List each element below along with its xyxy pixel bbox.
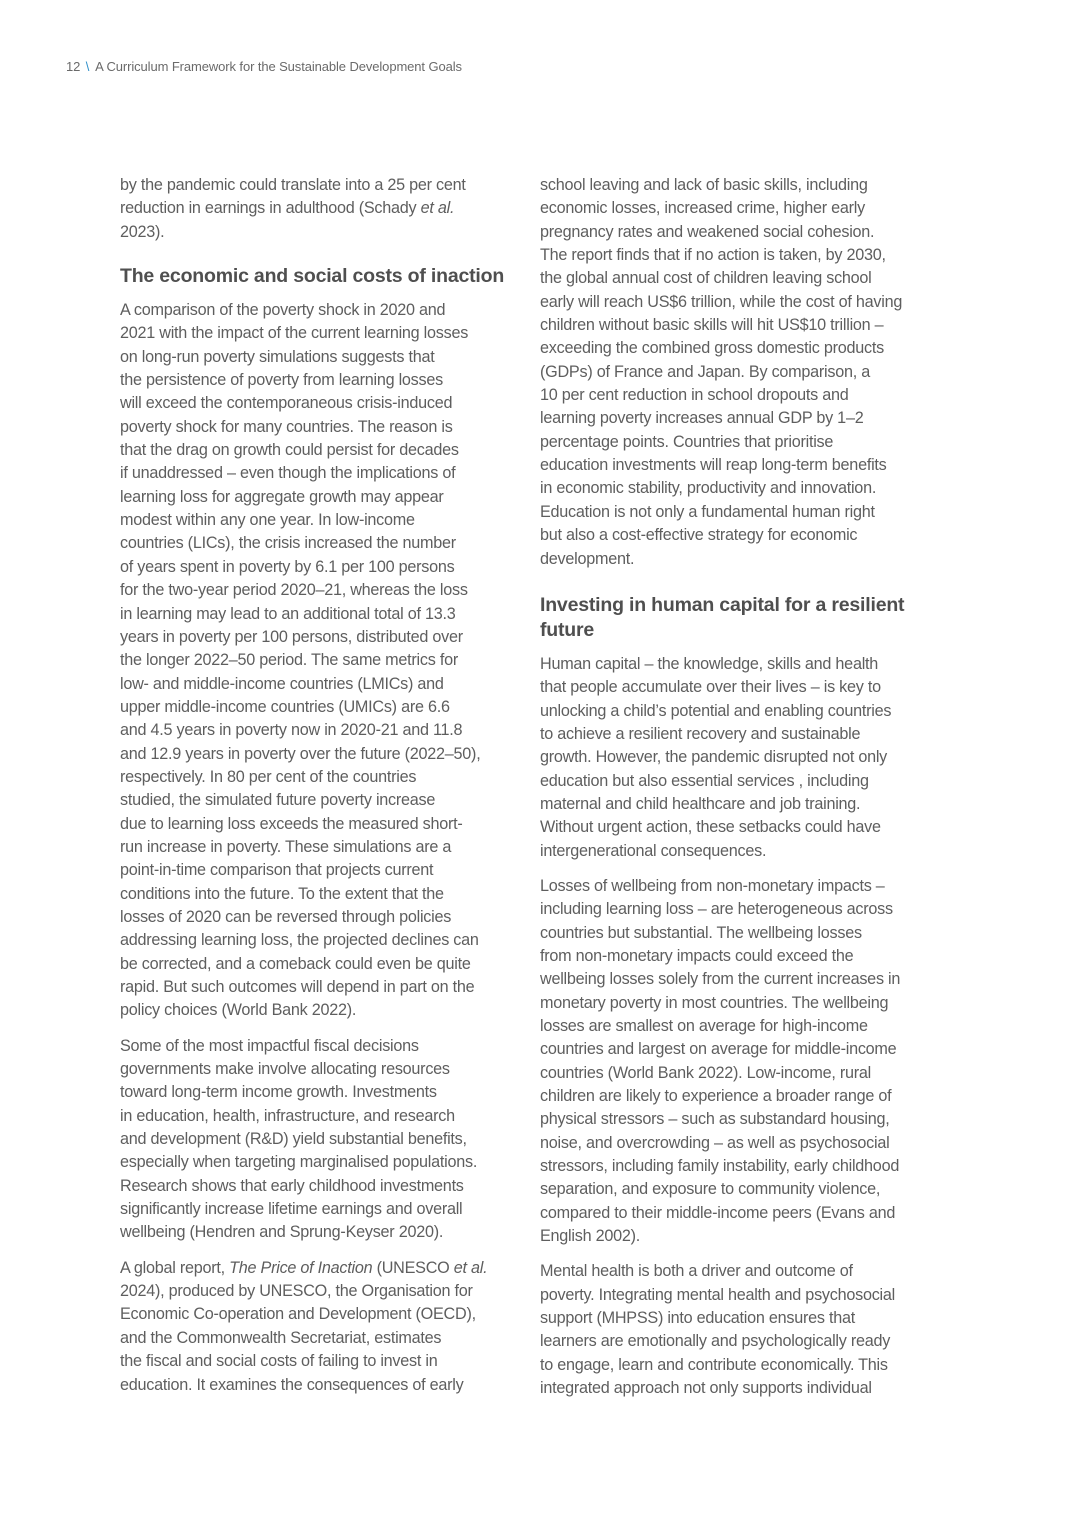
text-line: exceeding the combined gross domestic products — [540, 339, 884, 358]
text-line: children are likely to experience a broader range of — [540, 1087, 892, 1106]
text-line: in economic stability, productivity and innovation. — [540, 479, 877, 498]
text-line: addressing learning loss, the projected declines can — [120, 931, 479, 950]
paragraph-global-report — [120, 1257, 520, 1397]
text-line: to achieve a resilient recovery and sustainable — [540, 724, 861, 743]
text-line: studied, the simulated future poverty increase — [120, 791, 436, 810]
text-line: growth. However, the pandemic disrupted not only — [540, 748, 888, 767]
heading-line: future — [540, 618, 595, 641]
text-line: low- and middle-income countries (LMICs) and — [120, 674, 444, 693]
text-line: Mental health is both a driver and outcome of — [540, 1262, 853, 1281]
text-line: unlocking a child’s potential and enabling countries — [540, 701, 892, 720]
header-separator: \ — [85, 59, 90, 74]
text-line: countries (LICs), the crisis increased the number — [120, 534, 456, 553]
text-line: upper middle-income countries (UMICs) are 6.6 — [120, 697, 450, 716]
text-line: integrated approach not only supports individual — [540, 1379, 872, 1398]
text-line: for the two-year period 2020–21, whereas the loss — [120, 581, 468, 600]
text-line: learners are emotionally and psychologically ready — [540, 1332, 891, 1351]
text-line: monetary poverty in most countries. The wellbeing — [540, 993, 889, 1012]
text-line: including learning loss – are heterogeneous across — [540, 900, 893, 919]
text-line: toward long-term income growth. Investments — [120, 1083, 437, 1102]
text-line: but also a cost-effective strategy for economic — [540, 526, 858, 545]
text-line: conditions into the future. To the extent that the — [120, 884, 444, 903]
text-line: compared to their middle-income peers (Evans and — [540, 1203, 896, 1222]
text-line: education investments will reap long-term benefits — [540, 456, 887, 475]
section-heading-costs-of-inaction: The economic and social costs of inaction — [120, 265, 505, 288]
text-line: losses are smallest on average for high-income — [540, 1017, 868, 1035]
text-line: Economic Co-operation and Development (OECD), — [120, 1305, 476, 1324]
text-line: in learning may lead to an additional total of 13.3 — [120, 604, 456, 623]
left-column — [120, 174, 520, 1409]
paragraph-wellbeing-losses — [540, 875, 940, 1249]
text-line: early will reach US$6 trillion, while the cost of having — [540, 292, 903, 311]
text-line: run increase in poverty. These simulations are a — [120, 837, 452, 856]
text-line: by the pandemic could translate into a 25 per cent — [120, 176, 466, 194]
text-line: the global annual cost of children leaving school — [540, 269, 872, 288]
text-line: Without urgent action, these setbacks could have — [540, 818, 881, 837]
report-title: The Price of Inaction — [229, 1258, 373, 1277]
text-line: policy choices (World Bank 2022). — [120, 1001, 357, 1020]
text-line: and development (R&D) yield substantial benefits, — [120, 1130, 467, 1149]
text-line: due to learning loss exceeds the measured short- — [120, 814, 463, 833]
text-line: countries (World Bank 2022). Low-income, rural — [540, 1063, 871, 1082]
text-line: support (MHPSS) into education ensures that — [540, 1309, 855, 1328]
text-line: physical stressors – such as substandard housing, — [540, 1110, 890, 1129]
section-heading-human-capital — [540, 593, 940, 643]
text-line: stressors, including family instability, early childhood — [540, 1157, 900, 1176]
text-line: countries but substantial. The wellbeing losses — [540, 923, 862, 942]
page-number: 12 — [66, 59, 81, 74]
text-line: education but also essential services , including — [540, 771, 869, 790]
text-line: respectively. In 80 per cent of the countries — [120, 767, 417, 786]
text-line: significantly increase lifetime earnings and overall — [120, 1200, 463, 1219]
text-line: separation, and exposure to community violence, — [540, 1180, 881, 1199]
text-line: (GDPs) of France and Japan. By comparison, a — [540, 362, 870, 381]
text-line: English 2002). — [540, 1227, 640, 1246]
text-line: intergenerational consequences. — [540, 841, 767, 860]
text-line: economic losses, increased crime, higher early — [540, 199, 865, 218]
text-line: Human capital – the knowledge, skills and health — [540, 654, 879, 673]
text-line: years in poverty per 100 persons, distributed over — [120, 627, 463, 646]
text-line: Losses of wellbeing from non-monetary impacts – — [540, 876, 885, 895]
text-line: on long-run poverty simulations suggests that — [120, 347, 435, 366]
text-line: maternal and child healthcare and job training. — [540, 794, 861, 813]
text-line: Research shows that early childhood investments — [120, 1176, 464, 1195]
text-segment: reduction in earnings in adulthood (Schady — [120, 199, 421, 218]
text-line: learning poverty increases annual GDP by 1–2 — [540, 409, 864, 428]
text-line: 2023). — [120, 222, 165, 241]
text-line: modest within any one year. In low-income — [120, 511, 415, 530]
italic-citation: et al. — [420, 199, 455, 218]
text-line: and the Commonwealth Secretariat, estimates — [120, 1328, 442, 1347]
text-line: 2021 with the impact of the current learning losses — [120, 324, 469, 343]
text-line: of years spent in poverty by 6.1 per 100 persons — [120, 557, 455, 576]
text-line: percentage points. Countries that prioritise — [540, 432, 834, 451]
text-line: children without basic skills will hit US$10 trillion – — [540, 316, 884, 335]
text-line: noise, and overcrowding – as well as psychosocial — [540, 1133, 890, 1152]
text-line: 10 per cent reduction in school dropouts and — [540, 386, 849, 405]
text-line: Some of the most impactful fiscal decisions — [120, 1036, 419, 1055]
text-segment: (UNESCO — [372, 1258, 454, 1277]
text-line: the fiscal and social costs of failing to invest in — [120, 1352, 438, 1371]
heading-line: Investing in human capital for a resilient — [540, 593, 905, 616]
text-line — [120, 197, 520, 220]
text-line: The report finds that if no action is taken, by 2030, — [540, 246, 886, 265]
text-line: countries and largest on average for middle-income — [540, 1040, 897, 1059]
text-line: the longer 2022–50 period. The same metrics for — [120, 651, 458, 670]
text-line: pregnancy rates and weakened social cohesion. — [540, 222, 875, 241]
text-line: if unaddressed – even though the implications of — [120, 464, 456, 483]
italic-citation: et al. — [453, 1258, 488, 1277]
text-line: in education, health, infrastructure, and research — [120, 1106, 455, 1125]
paragraph-continuation — [120, 174, 520, 244]
text-line: learning loss for aggregate growth may appear — [120, 487, 444, 506]
text-line: 2024), produced by UNESCO, the Organisation for — [120, 1282, 473, 1301]
text-line: wellbeing (Hendren and Sprung-Keyser 2020). — [120, 1223, 444, 1242]
document-title: A Curriculum Framework for the Sustainable Development Goals — [95, 59, 462, 74]
text-segment: A global report, — [120, 1258, 230, 1277]
text-line: will exceed the contemporaneous crisis-induced — [120, 394, 453, 413]
text-line: point-in-time comparison that projects current — [120, 861, 434, 880]
text-line: and 4.5 years in poverty now in 2020-21 and 11.8 — [120, 721, 463, 740]
text-line: be corrected, and a comeback could even be quite — [120, 954, 471, 973]
text-line: development. — [540, 549, 635, 568]
text-line: especially when targeting marginalised populations. — [120, 1153, 478, 1172]
right-column — [540, 174, 940, 1413]
running-header — [66, 59, 462, 74]
text-line: and 12.9 years in poverty over the future (2022–50), — [120, 744, 481, 763]
text-line: wellbeing losses solely from the current increases in — [540, 970, 901, 989]
paragraph-poverty-comparison — [120, 299, 520, 1023]
text-line: poverty. Integrating mental health and psychosocial — [540, 1285, 895, 1304]
text-line: that the drag on growth could persist for decades — [120, 441, 459, 460]
text-line: the persistence of poverty from learning losses — [120, 371, 443, 390]
paragraph-mental-health — [540, 1260, 940, 1400]
text-line: to engage, learn and contribute economically. This — [540, 1355, 888, 1374]
text-line — [120, 1257, 520, 1280]
paragraph-human-capital — [540, 653, 940, 863]
paragraph-price-of-inaction-cont — [540, 174, 940, 571]
text-line: rapid. But such outcomes will depend in part on the — [120, 978, 475, 996]
text-line: school leaving and lack of basic skills, including — [540, 176, 868, 194]
text-line: losses of 2020 can be reversed through policies — [120, 907, 452, 926]
text-line: A comparison of the poverty shock in 2020 and — [120, 301, 446, 320]
text-line: from non-monetary impacts could exceed the — [540, 946, 854, 965]
text-line: poverty shock for many countries. The reason is — [120, 417, 453, 436]
text-line: education. It examines the consequences of early — [120, 1375, 464, 1394]
text-line: Education is not only a fundamental human right — [540, 502, 875, 521]
text-line: that people accumulate over their lives – is key to — [540, 678, 881, 697]
paragraph-fiscal-decisions — [120, 1035, 520, 1245]
text-line: governments make involve allocating resources — [120, 1060, 450, 1079]
